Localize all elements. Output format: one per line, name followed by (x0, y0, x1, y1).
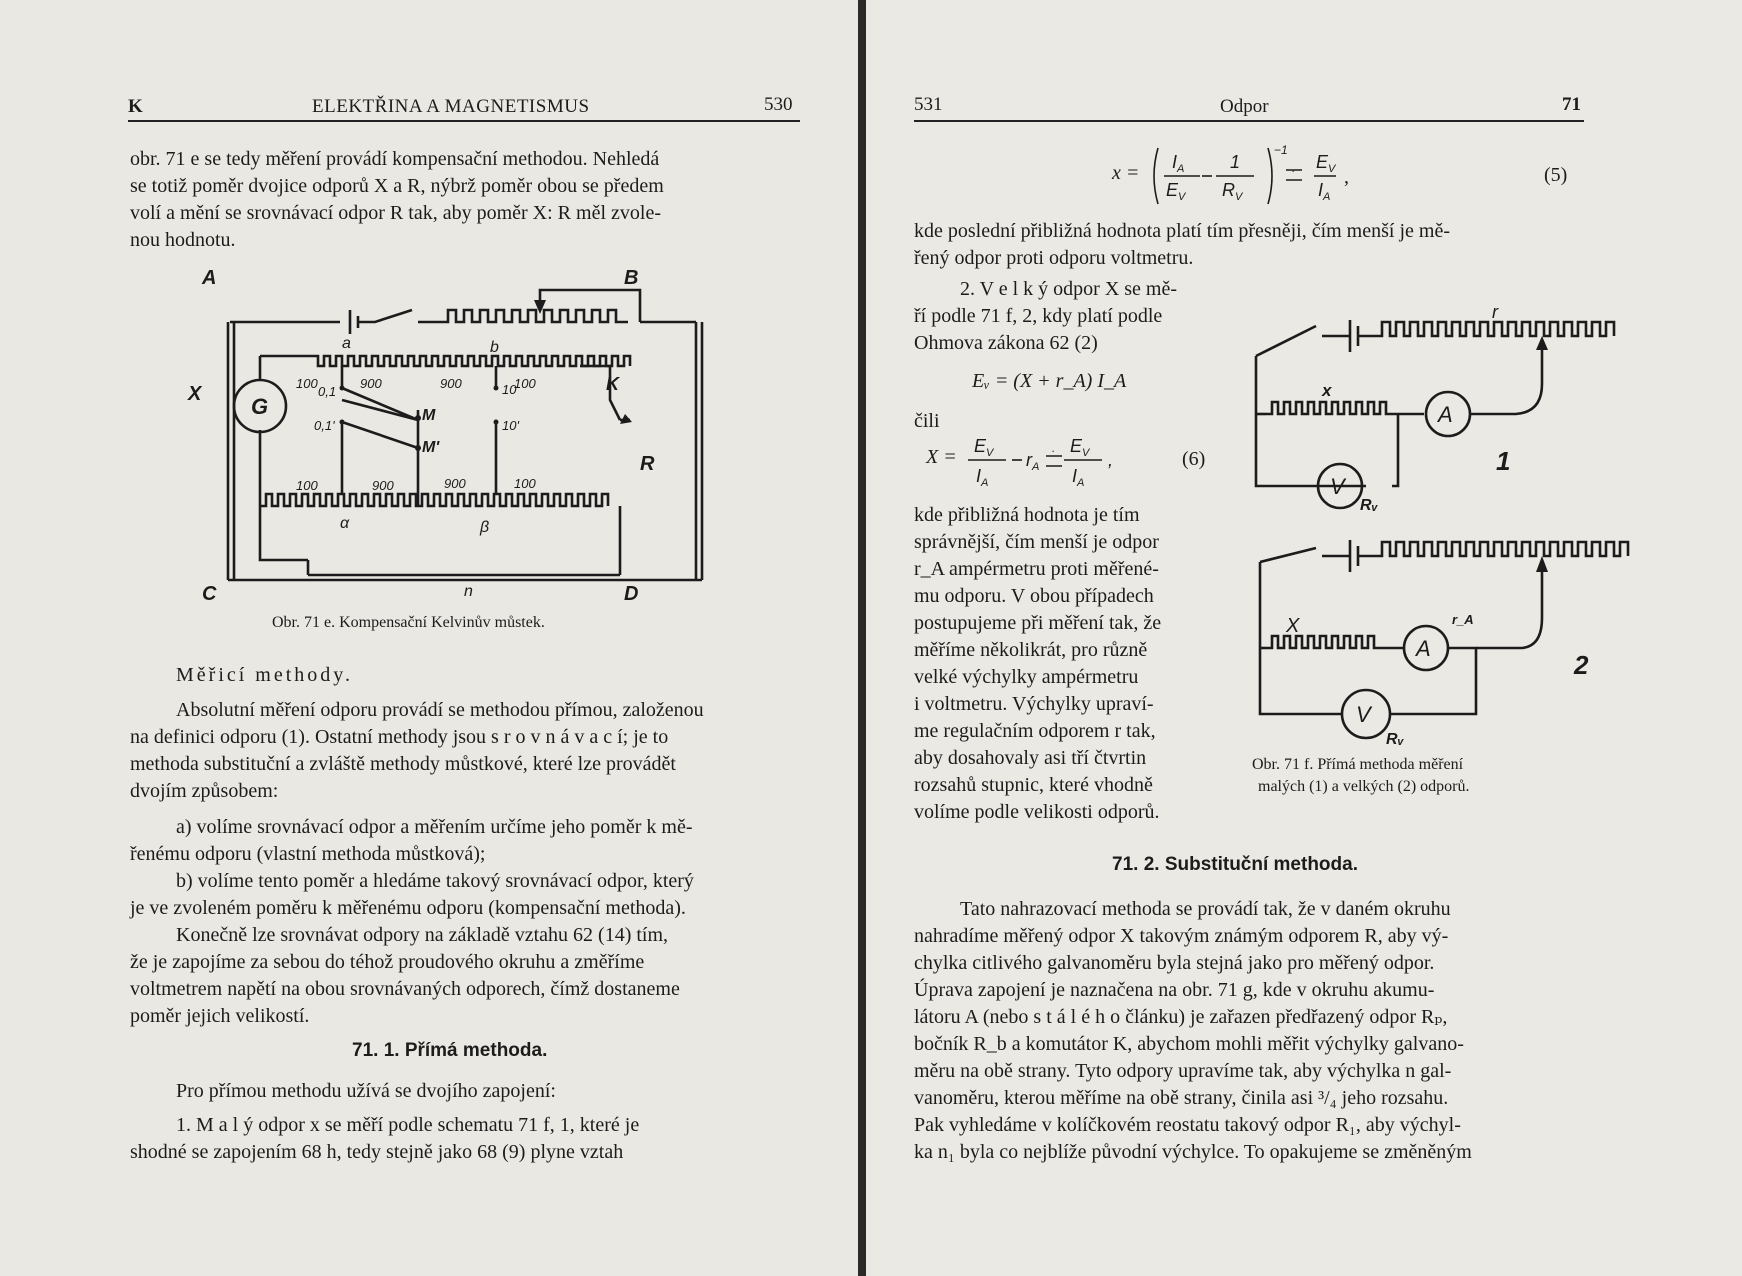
paragraph-line: se totiž poměr dvojice odporů X a R, nýbrž poměr obou se předem (130, 175, 664, 197)
label-100: 100 (296, 376, 318, 391)
list-item-a: řenému odporu (vlastní methoda můstková); (130, 843, 486, 865)
svg-text:.: . (1052, 441, 1056, 455)
paragraph-line: chylka citlivého galvanoměru byla stejná jako pro měřený odpor. (914, 952, 1435, 974)
paragraph-line: aby dosahovaly asi tří čtvrtin (914, 747, 1147, 769)
label-A: A (202, 267, 217, 289)
label-ammeter: A (1438, 402, 1453, 427)
header-page-number: 531 (914, 94, 943, 115)
paragraph-line: velké výchylky ampérmetru (914, 666, 1139, 688)
paragraph-line: řený odpor proti odporu voltmetru. (914, 247, 1194, 269)
book-gutter (858, 0, 866, 1276)
paragraph-line: Konečně lze srovnávat odpory na základě vztahu 62 (14) tím, (176, 924, 669, 946)
paragraph-line: r_A ampérmetru proti měřené- (914, 558, 1159, 580)
figure-caption: Obr. 71 e. Kompensační Kelvinův můstek. (272, 614, 545, 631)
paragraph-line: Tato nahrazovací methoda se provádí tak, že v daném okruhu (960, 898, 1451, 920)
label-M-prime: M' (422, 439, 440, 456)
label-10: 10 (502, 382, 517, 397)
svg-text:.: . (1292, 161, 1296, 175)
svg-text:IA: $I_A$ (1318, 180, 1331, 203)
label-circuit-2: 2 (1574, 650, 1589, 680)
paragraph-line: měříme několikrát, pro různě (914, 639, 1148, 661)
paragraph-line: volí a mění se srovnávací odpor R tak, aby poměr X: R měl zvole- (130, 202, 661, 224)
label-C: C (202, 583, 217, 605)
label-0-1: 0,1 (318, 384, 337, 399)
label-100: 100 (296, 478, 318, 493)
svg-text:IA: $I_A$ (976, 466, 989, 489)
label-B: B (624, 267, 639, 289)
section-heading: 71. 2. Substituční methoda. (1112, 854, 1358, 875)
svg-text:EV: $E_V$ (1316, 152, 1336, 175)
paragraph-line: měru na obě strany. Tyto odpory upravíme tak, aby výchylka n gal- (914, 1060, 1452, 1082)
paragraph-line: Ohmova zákona 62 (2) (914, 332, 1098, 354)
svg-text:IA: $I_A$ (1072, 466, 1085, 489)
label-n: n (464, 583, 473, 600)
paragraph-line: obr. 71 e se tedy měření provádí kompensační methodou. Nehledá (130, 148, 660, 170)
paragraph-line: kde přibližná hodnota je tím (914, 504, 1140, 526)
svg-text:RV: $R_V$ (1222, 180, 1243, 203)
section-heading: 71. 1. Přímá methoda. (352, 1040, 548, 1061)
paragraph-line: poměr jejich velikostí. (130, 1005, 310, 1027)
svg-text:−1: −1 (1274, 143, 1288, 157)
label-900: 900 (360, 376, 382, 391)
header-page-number: 530 (764, 94, 793, 115)
label-900: 900 (372, 478, 394, 493)
label-a: a (342, 335, 351, 352)
list-item-b: je ve zvoleném poměru k měřenému odporu (kompensační methoda). (130, 897, 686, 919)
label-Rv: Rᵥ (1360, 497, 1378, 514)
paragraph-line: i voltmetru. Výchylky upraví- (914, 693, 1154, 715)
word-cili: čili (914, 410, 940, 432)
paragraph-line: 1. M a l ý odpor x se měří podle schematu 71 f, 1, které je (176, 1114, 640, 1136)
left-page (0, 0, 858, 1276)
label-rA: r_A (1452, 612, 1474, 627)
label-circuit-1: 1 (1496, 446, 1511, 476)
paragraph-line: Úprava zapojení je naznačena na obr. 71 g, kde v okruhu akumu- (914, 979, 1435, 1001)
paragraph-line: látoru A (nebo s t á l é h o článku) je zařazen předřazený odpor Rₚ, (914, 1006, 1448, 1028)
label-X: X (1286, 615, 1300, 637)
label-900: 900 (444, 476, 466, 491)
header-title: Odpor (1220, 96, 1269, 117)
header-letter: K (128, 96, 143, 117)
list-item-a: a) volíme srovnávací odpor a měřením určíme jeho poměr k mě- (176, 816, 693, 838)
label-ammeter: A (1416, 636, 1431, 661)
figure-caption: malých (1) a velkých (2) odporů. (1258, 778, 1470, 795)
svg-text:EV: $E_V$ (1070, 436, 1090, 459)
svg-text:EV: $E_V$ (974, 436, 994, 459)
paragraph-line: methoda substituční a zvláště methody můstkové, které lze provádět (130, 753, 676, 775)
paragraph-line: Pro přímou methodu užívá se dvojího zapojení: (176, 1080, 556, 1102)
label-alpha: α (340, 515, 350, 532)
paragraph-line: postupujeme při měření tak, že (914, 612, 1162, 634)
equation-6-lhs: X = (926, 446, 957, 468)
label-b: b (490, 339, 499, 356)
label-x: x (1322, 381, 1332, 400)
label-M: M (422, 407, 436, 424)
header-title: ELEKTŘINA A MAGNETISMUS (312, 96, 590, 117)
paragraph-line: kde poslední přibližná hodnota platí tím přesněji, čím menší je mě- (914, 220, 1450, 242)
paragraph-line: správnější, čím menší je odpor (914, 531, 1159, 553)
paragraph-line: mu odporu. V obou případech (914, 585, 1154, 607)
paragraph-line: Pak vyhledáme v kolíčkovém reostatu takový odpor R₁, aby výchyl- (914, 1114, 1461, 1136)
label-Rv: Rᵥ (1386, 731, 1404, 748)
paragraph-line: bočník R_b a komutátor K, abychom mohli měřit výchylky galvano- (914, 1033, 1464, 1055)
svg-text:rA: $r_A$ (1026, 450, 1040, 473)
label-D: D (624, 583, 639, 605)
paragraph-line: že je zapojíme za sebou do téhož proudového okruhu a změříme (130, 951, 645, 973)
label-voltmeter: V (1330, 474, 1345, 499)
section-title: Měřicí methody. (176, 664, 354, 686)
header-rule (128, 120, 800, 122)
paragraph-line: nahradíme měřený odpor X takovým známým odporem R, aby vý- (914, 925, 1449, 947)
paragraph-line: voltmetrem napětí na obou srovnávaných odporech, čímž dostaneme (130, 978, 680, 1000)
paragraph-line: dvojím způsobem: (130, 780, 279, 802)
comma: , (1344, 166, 1349, 188)
label-beta: β (480, 519, 490, 536)
paragraph-line: nou hodnotu. (130, 229, 236, 251)
equation-6-label: (6) (1182, 448, 1206, 470)
label-r: r (1492, 302, 1498, 322)
equation-5-lhs: x = (1112, 162, 1140, 184)
equation-ev: Eᵥ = (X + r_A) I_A (972, 370, 1127, 392)
svg-text:,: , (1108, 450, 1114, 470)
label-X: X (188, 383, 202, 405)
paragraph-line: Absolutní měření odporu provádí se methodou přímou, založenou (176, 699, 704, 721)
equation-6-body (964, 428, 1154, 492)
paragraph-line: vanoměru, kterou měříme na obě strany, činila asi ³/₄ jeho rozsahu. (914, 1087, 1449, 1109)
svg-text:1: 1 (1230, 152, 1241, 172)
label-G: G (251, 394, 269, 419)
paragraph-line: me regulačním odporem r tak, (914, 720, 1156, 742)
label-R: R (640, 453, 655, 475)
svg-text:IA: $I_A$ (1172, 152, 1185, 175)
label-voltmeter: V (1356, 702, 1371, 727)
label-100: 100 (514, 476, 536, 491)
paragraph-line: volíme podle velikosti odporů. (914, 801, 1160, 823)
paragraph-line: 2. V e l k ý odpor X se mě- (960, 278, 1178, 300)
label-K: K (606, 374, 619, 394)
right-page (866, 0, 1742, 1276)
label-0-1-prime: 0,1' (314, 418, 335, 433)
header-chapter-number: 71 (1562, 94, 1581, 115)
paragraph-line: ří podle 71 f, 2, kdy platí podle (914, 305, 1163, 327)
direct-method-diagram (1226, 300, 1726, 750)
figure-caption: Obr. 71 f. Přímá methoda měření (1252, 756, 1464, 773)
equation-5-label: (5) (1544, 164, 1568, 186)
equation-5-body (1150, 140, 1340, 210)
paragraph-line: na definici odporu (1). Ostatní methody jsou s r o v n á v a c í; je to (130, 726, 669, 748)
svg-text:EV: $E_V$ (1166, 180, 1186, 203)
paragraph-line: ka n₁ byla co nejblíže původní výchylce. To opakujeme se změněným (914, 1141, 1472, 1163)
paragraph-line: shodné se zapojením 68 h, tedy stejně jako 68 (9) plyne vztah (130, 1141, 624, 1163)
paragraph-line: rozsahů stupnic, které vhodně (914, 774, 1153, 796)
label-100: 100 (514, 376, 536, 391)
label-900: 900 (440, 376, 462, 391)
list-item-b: b) volíme tento poměr a hledáme takový srovnávací odpor, který (176, 870, 694, 892)
label-10-prime: 10' (502, 418, 519, 433)
header-rule (914, 120, 1584, 122)
kelvin-bridge-diagram (188, 267, 720, 610)
